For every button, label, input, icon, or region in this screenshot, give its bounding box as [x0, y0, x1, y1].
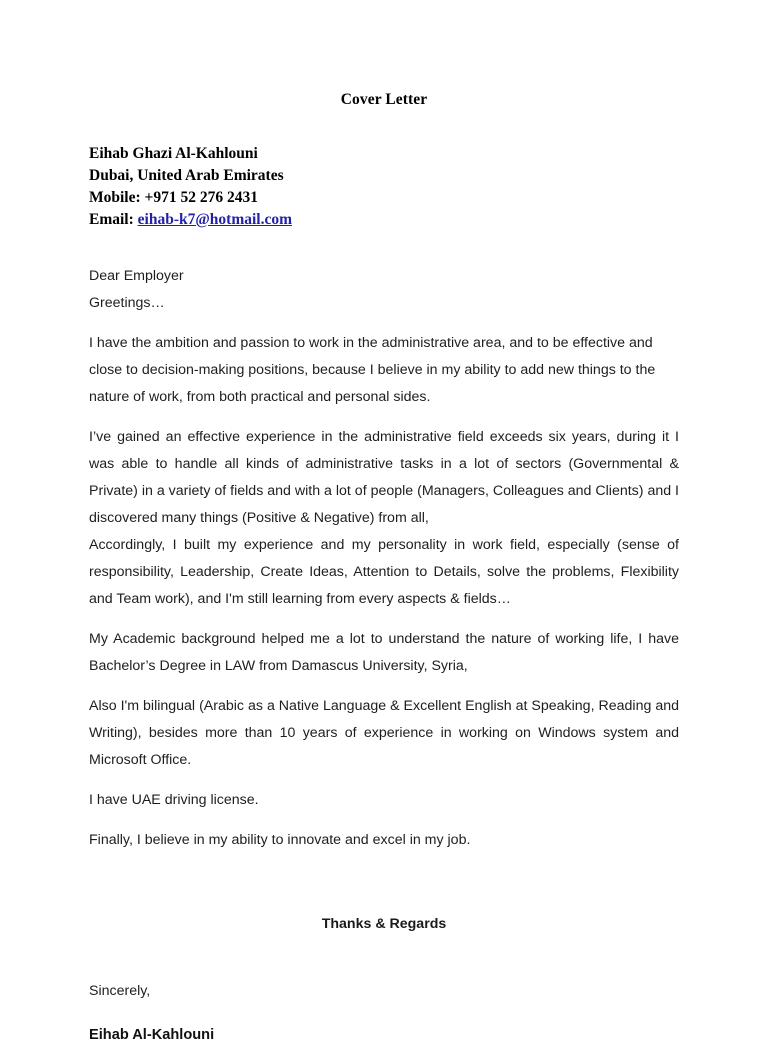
sender-contact-block	[89, 109, 679, 231]
sender-location: Dubai, United Arab Emirates	[89, 167, 284, 184]
email-label: Email:	[89, 211, 138, 228]
page-title: Cover Letter	[340, 91, 428, 108]
email-link[interactable]: eihab-k7@hotmail.com	[137, 211, 293, 228]
salutation-line-greetings: Greetings…	[89, 295, 165, 311]
salutation-line-dear: Dear Employer	[89, 268, 184, 284]
sender-email-line	[89, 209, 679, 231]
body-paragraph-5: Also I'm bilingual (Arabic as a Native Language & Excellent English at Speaking, Reading and Writing), besides more than 10 years of experience in working on Windows system and Microsoft Office.	[89, 698, 679, 768]
body-paragraph-2: I’ve gained an effective experience in the administrative field exceeds six years, during it I was able to handle all kinds of administrative tasks in a lot of sectors (Governmental & Private) in a variety of fields and with a lot of people (Managers, Colleagues and Clients) and I discovered many things (Positive & Negative) from all,	[89, 429, 679, 526]
body-paragraph-7: Finally, I believe in my ability to innovate and excel in my job.	[89, 832, 471, 848]
body-paragraph-4: My Academic background helped me a lot to understand the nature of working life, I have Bachelor’s Degree in LAW from Damascus University, Syria,	[89, 631, 679, 674]
body-paragraph-6: I have UAE driving license.	[89, 792, 259, 808]
document-content	[89, 0, 679, 1049]
sender-name: Eihab Ghazi Al-Kahlouni	[89, 145, 258, 162]
body-paragraph-3: Accordingly, I built my experience and my personality in work field, especially (sense of responsibility, Leadership, Create Ideas, Attention to Details, solve the problems, Flexibility and Team work), and I'm still learning from every aspects & fields…	[89, 537, 679, 607]
closing-regards: Thanks & Regards	[321, 916, 447, 932]
salutation-block	[89, 231, 679, 317]
closing-sincerely: Sincerely,	[89, 983, 151, 999]
sender-mobile: Mobile: +971 52 276 2431	[89, 189, 258, 206]
body-paragraph-1: I have the ambition and passion to work in the administrative area, and to be effective and close to decision-making positions, because I believe in my ability to add new things to the nature of work, from both practical and personal sides.	[89, 335, 656, 405]
closing-signature: Eihab Al-Kahlouni	[89, 1027, 215, 1043]
